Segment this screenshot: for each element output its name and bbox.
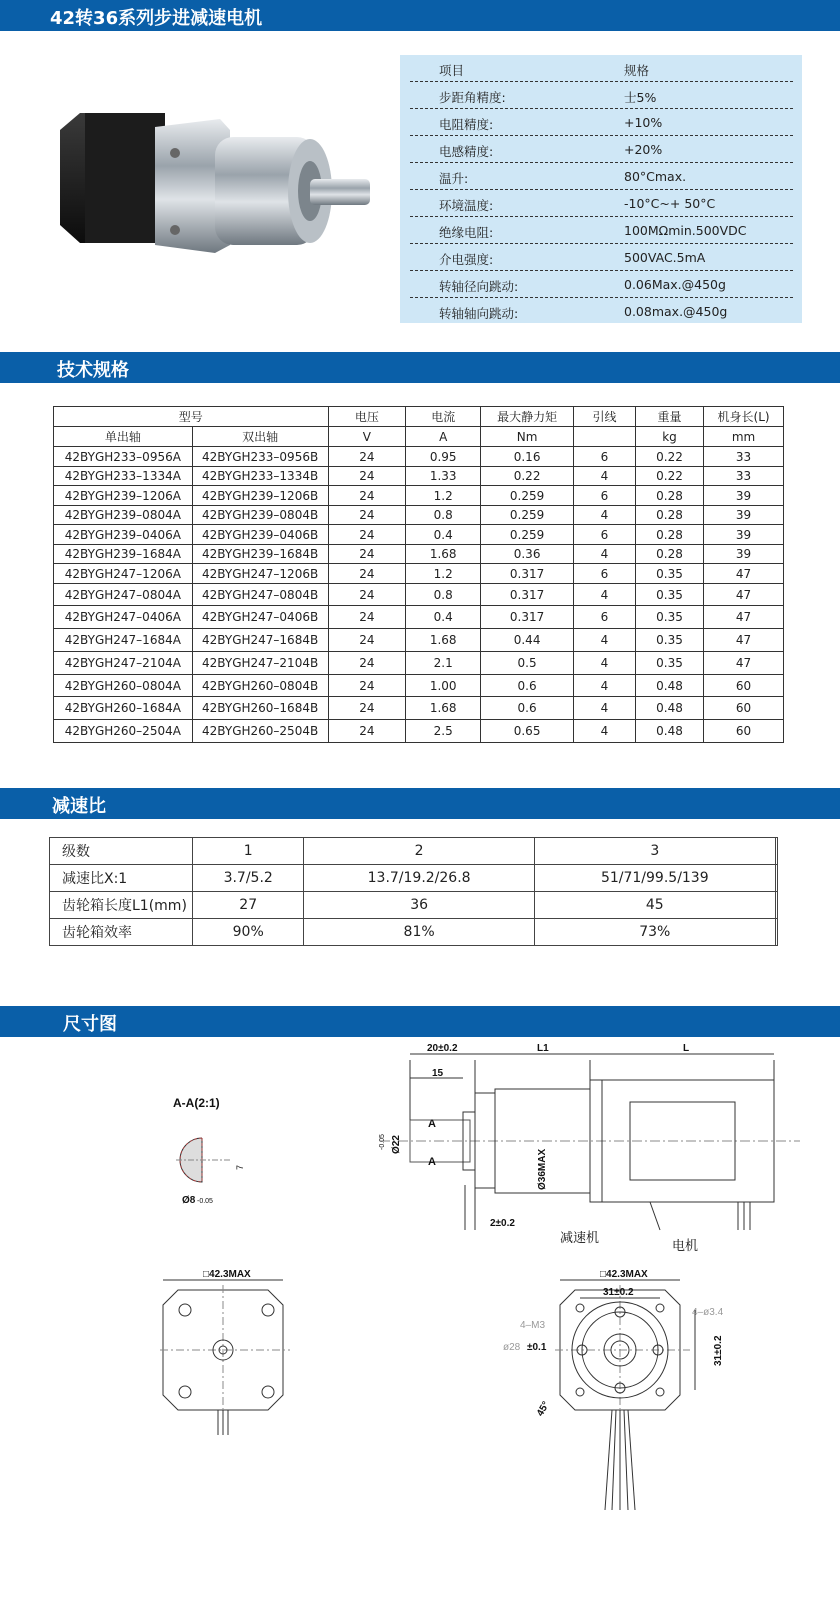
section-label: A-A(2:1) xyxy=(173,1096,220,1110)
table-cell: 42BYGH233–1334A xyxy=(54,467,193,486)
spec-key: 电阻精度: xyxy=(439,117,494,132)
table-cell: 42BYGH233–0956A xyxy=(54,447,193,467)
table-cell: 6 xyxy=(573,486,635,506)
table-cell: 2.5 xyxy=(406,720,481,743)
table-cell: 42BYGH260–0804A xyxy=(54,675,193,697)
section-title-tech: 技术规格 xyxy=(57,360,129,381)
ratio-cell: 36 xyxy=(304,892,534,919)
table-cell: 0.317 xyxy=(481,564,574,584)
table-row xyxy=(54,606,784,629)
spec-key: 绝缘电阻: xyxy=(439,225,494,240)
table-cell: 60 xyxy=(704,697,784,720)
table-cell: 24 xyxy=(328,525,406,545)
ratio-cell: 13.7/19.2/26.8 xyxy=(304,865,534,892)
table-cell: 24 xyxy=(328,606,406,629)
table-cell: 42BYGH247–0406A xyxy=(54,606,193,629)
th-leads: 引线 xyxy=(573,407,635,427)
table-cell: 0.16 xyxy=(481,447,574,467)
dim-31-h: 31±0.2 xyxy=(603,1287,634,1298)
dims-band xyxy=(0,1006,840,1037)
spec-table xyxy=(400,55,802,323)
ratio-cell: 27 xyxy=(193,892,304,919)
table-cell: 0.22 xyxy=(635,447,703,467)
spec-row xyxy=(410,82,793,109)
table-cell: 33 xyxy=(704,447,784,467)
table-cell: 39 xyxy=(704,545,784,564)
th-unit-leads xyxy=(573,427,635,447)
table-cell: 2.1 xyxy=(406,652,481,675)
table-cell: 33 xyxy=(704,467,784,486)
table-cell: 47 xyxy=(704,629,784,652)
spec-key: 步距角精度: xyxy=(439,90,506,105)
table-row xyxy=(54,652,784,675)
th-length: 机身长(L) xyxy=(704,407,784,427)
spec-key: 介电强度: xyxy=(439,252,494,267)
table-cell: 0.28 xyxy=(635,506,703,525)
ratio-table xyxy=(49,837,778,946)
table-cell: 39 xyxy=(704,506,784,525)
spec-key: 转轴轴向跳动: xyxy=(439,306,519,321)
table-cell: 4 xyxy=(573,720,635,743)
table-cell: 0.35 xyxy=(635,584,703,606)
table-row xyxy=(54,525,784,545)
table-cell: 47 xyxy=(704,584,784,606)
table-row xyxy=(54,629,784,652)
ratio-row xyxy=(50,865,778,892)
table-cell: 1.2 xyxy=(406,486,481,506)
dim-15: 15 xyxy=(432,1068,444,1079)
mark-a-bottom: A xyxy=(428,1156,436,1168)
dim-hole: 4–ø3.4 xyxy=(692,1307,724,1318)
table-cell: 0.4 xyxy=(406,606,481,629)
table-cell: 1.2 xyxy=(406,564,481,584)
ratio-cell: 齿轮箱长度L1(mm) xyxy=(50,892,193,919)
ratio-cell: 90% xyxy=(193,919,304,946)
table-cell: 0.259 xyxy=(481,506,574,525)
spec-row xyxy=(410,109,793,136)
spec-value: +20% xyxy=(624,142,663,157)
dim-36: Ø36MAX xyxy=(537,1148,548,1190)
ratio-cell: 3 xyxy=(534,838,775,865)
table-cell: 42BYGH239–1684A xyxy=(54,545,193,564)
dim-sq-left: □42.3MAX xyxy=(203,1269,251,1280)
table-cell: 42BYGH239–1684B xyxy=(192,545,328,564)
ratio-cell: 81% xyxy=(304,919,534,946)
spec-key: 转轴径向跳动: xyxy=(439,279,519,294)
ratio-cell: 3.7/5.2 xyxy=(193,865,304,892)
table-cell: 0.8 xyxy=(406,506,481,525)
dimension-drawing xyxy=(0,1040,840,1612)
table-cell: 42BYGH247–0804B xyxy=(192,584,328,606)
dim-d8-tol: -0.05 xyxy=(197,1198,213,1205)
title-band xyxy=(0,0,840,31)
th-unit-nm: Nm xyxy=(481,427,574,447)
ratio-cell: 73% xyxy=(534,919,775,946)
ratio-cell: 51/71/99.5/139 xyxy=(534,865,775,892)
table-cell: 0.5 xyxy=(481,652,574,675)
table-cell: 24 xyxy=(328,675,406,697)
table-cell: 42BYGH239–0406B xyxy=(192,525,328,545)
ratio-cell: 减速比X:1 xyxy=(50,865,193,892)
table-cell: 24 xyxy=(328,467,406,486)
spec-row xyxy=(410,136,793,163)
table-cell: 0.4 xyxy=(406,525,481,545)
dim-d22-tol: -0.05 xyxy=(379,1134,386,1150)
table-cell: 6 xyxy=(573,606,635,629)
table-cell: 24 xyxy=(328,697,406,720)
ratio-band xyxy=(0,788,840,819)
table-cell: 0.95 xyxy=(406,447,481,467)
dim-20: 20±0.2 xyxy=(427,1043,458,1054)
table-cell: 4 xyxy=(573,675,635,697)
table-cell: 42BYGH239–0406A xyxy=(54,525,193,545)
ratio-row xyxy=(50,892,778,919)
th-model: 型号 xyxy=(54,407,329,427)
spec-value: 0.06Max.@450g xyxy=(624,277,726,292)
spec-value: 100MΩmin.500VDC xyxy=(624,223,747,238)
spec-row xyxy=(410,244,793,271)
table-cell: 4 xyxy=(573,652,635,675)
table-row xyxy=(54,675,784,697)
table-cell: 42BYGH260–2504B xyxy=(192,720,328,743)
table-cell: 0.65 xyxy=(481,720,574,743)
table-cell: 24 xyxy=(328,506,406,525)
th-unit-v: V xyxy=(328,427,406,447)
page-title: 42转36系列步进减速电机 xyxy=(50,8,263,29)
table-cell: 42BYGH239–1206A xyxy=(54,486,193,506)
spec-value: 80°Cmax. xyxy=(624,169,687,184)
table-cell: 4 xyxy=(573,629,635,652)
section-title-ratio: 减速比 xyxy=(52,796,106,817)
table-cell: 42BYGH247–1206B xyxy=(192,564,328,584)
table-cell: 24 xyxy=(328,447,406,467)
table-row xyxy=(54,486,784,506)
table-cell: 4 xyxy=(573,545,635,564)
table-row xyxy=(54,506,784,525)
table-cell: 47 xyxy=(704,606,784,629)
table-cell: 0.35 xyxy=(635,606,703,629)
table-cell: 4 xyxy=(573,467,635,486)
table-cell: 60 xyxy=(704,720,784,743)
table-cell: 42BYGH233–1334B xyxy=(192,467,328,486)
table-cell: 39 xyxy=(704,525,784,545)
table-cell: 24 xyxy=(328,584,406,606)
table-cell: 6 xyxy=(573,525,635,545)
table-cell: 42BYGH260–1684A xyxy=(54,697,193,720)
table-cell: 0.8 xyxy=(406,584,481,606)
table-cell: 0.6 xyxy=(481,675,574,697)
table-cell: 24 xyxy=(328,652,406,675)
ratio-cell: 齿轮箱效率 xyxy=(50,919,193,946)
spec-key: 电感精度: xyxy=(439,144,494,159)
table-cell: 42BYGH247–1684A xyxy=(54,629,193,652)
ratio-cell: 级数 xyxy=(50,838,193,865)
spec-value: 0.08max.@450g xyxy=(624,304,728,319)
table-cell: 42BYGH239–1206B xyxy=(192,486,328,506)
table-cell: 0.35 xyxy=(635,564,703,584)
table-cell: 42BYGH233–0956B xyxy=(192,447,328,467)
table-cell: 0.48 xyxy=(635,720,703,743)
table-cell: 42BYGH247–2104B xyxy=(192,652,328,675)
table-cell: 0.317 xyxy=(481,606,574,629)
table-cell: 0.259 xyxy=(481,525,574,545)
table-cell: 1.68 xyxy=(406,545,481,564)
table-cell: 4 xyxy=(573,697,635,720)
table-cell: 42BYGH247–2104A xyxy=(54,652,193,675)
table-cell: 4 xyxy=(573,584,635,606)
spec-row xyxy=(410,163,793,190)
table-cell: 24 xyxy=(328,486,406,506)
th-torque: 最大静力矩 xyxy=(481,407,574,427)
spec-row xyxy=(410,271,793,298)
dim-d28: ø28 xyxy=(503,1342,521,1353)
table-row xyxy=(54,584,784,606)
table-cell: 0.35 xyxy=(635,652,703,675)
mark-a-top: A xyxy=(428,1118,436,1130)
table-cell: 42BYGH260–1684B xyxy=(192,697,328,720)
dim-31-v: 31±0.2 xyxy=(713,1335,724,1366)
ratio-cell xyxy=(775,838,777,865)
table-cell: 1.68 xyxy=(406,697,481,720)
table-cell: 42BYGH239–0804B xyxy=(192,506,328,525)
ratio-cell xyxy=(775,865,777,892)
ratio-cell: 45 xyxy=(534,892,775,919)
th-single: 单出轴 xyxy=(54,427,193,447)
table-row xyxy=(54,564,784,584)
table-cell: 47 xyxy=(704,652,784,675)
table-cell: 60 xyxy=(704,675,784,697)
motor-photo xyxy=(55,105,380,265)
table-cell: 42BYGH239–0804A xyxy=(54,506,193,525)
table-cell: 24 xyxy=(328,564,406,584)
dim-2: 2±0.2 xyxy=(490,1218,515,1229)
table-cell: 0.28 xyxy=(635,545,703,564)
table-cell: 1.68 xyxy=(406,629,481,652)
label-gearbox: 减速机 xyxy=(560,1230,600,1245)
table-row xyxy=(54,467,784,486)
table-cell: 0.259 xyxy=(481,486,574,506)
dim-d22: Ø22 xyxy=(391,1135,402,1154)
spec-value: +10% xyxy=(624,115,663,130)
th-unit-a: A xyxy=(406,427,481,447)
table-cell: 0.22 xyxy=(481,467,574,486)
table-cell: 0.317 xyxy=(481,584,574,606)
table-cell: 0.36 xyxy=(481,545,574,564)
ratio-cell xyxy=(775,919,777,946)
spec-head-item: 项目 xyxy=(439,63,465,78)
dim-7: 7 xyxy=(235,1164,245,1170)
th-unit-mm: mm xyxy=(704,427,784,447)
spec-head-spec: 规格 xyxy=(624,63,650,78)
table-row xyxy=(54,447,784,467)
table-row xyxy=(54,545,784,564)
dim-l1: L1 xyxy=(537,1043,549,1054)
table-row xyxy=(54,720,784,743)
dim-d8: Ø8 xyxy=(182,1195,196,1206)
table-cell: 24 xyxy=(328,545,406,564)
section-title-dims: 尺寸图 xyxy=(63,1014,117,1035)
table-cell: 6 xyxy=(573,447,635,467)
ratio-cell xyxy=(775,892,777,919)
table-cell: 0.6 xyxy=(481,697,574,720)
ratio-cell: 1 xyxy=(193,838,304,865)
table-cell: 0.44 xyxy=(481,629,574,652)
th-current: 电流 xyxy=(406,407,481,427)
table-cell: 42BYGH247–1684B xyxy=(192,629,328,652)
table-cell: 1.33 xyxy=(406,467,481,486)
th-double: 双出轴 xyxy=(192,427,328,447)
dim-45: 45° xyxy=(534,1399,552,1419)
spec-value: 士5% xyxy=(624,90,657,105)
spec-row xyxy=(410,298,793,324)
table-header-row xyxy=(54,427,784,447)
spec-value: 500VAC.5mA xyxy=(624,250,706,265)
table-cell: 42BYGH247–0406B xyxy=(192,606,328,629)
ratio-row xyxy=(50,919,778,946)
spec-header xyxy=(410,55,793,82)
table-cell: 0.28 xyxy=(635,486,703,506)
table-cell: 0.22 xyxy=(635,467,703,486)
spec-key: 环境温度: xyxy=(439,198,494,213)
table-row xyxy=(54,697,784,720)
ratio-cell: 2 xyxy=(304,838,534,865)
ratio-row xyxy=(50,838,778,865)
dim-m3: 4–M3 xyxy=(520,1320,546,1331)
spec-row xyxy=(410,217,793,244)
label-motor: 电机 xyxy=(672,1238,699,1253)
table-cell: 0.35 xyxy=(635,629,703,652)
table-cell: 42BYGH247–0804A xyxy=(54,584,193,606)
table-cell: 42BYGH247–1206A xyxy=(54,564,193,584)
table-cell: 0.48 xyxy=(635,675,703,697)
dim-d28-tol: ±0.1 xyxy=(527,1342,547,1353)
table-cell: 6 xyxy=(573,564,635,584)
spec-row xyxy=(410,190,793,217)
th-unit-kg: kg xyxy=(635,427,703,447)
table-cell: 39 xyxy=(704,486,784,506)
shaft-section xyxy=(176,1138,230,1182)
dim-sq-right: □42.3MAX xyxy=(600,1269,648,1280)
table-cell: 4 xyxy=(573,506,635,525)
th-voltage: 电压 xyxy=(328,407,406,427)
table-cell: 24 xyxy=(328,629,406,652)
table-cell: 0.48 xyxy=(635,697,703,720)
spec-value: -10°C~+ 50°C xyxy=(624,196,716,211)
table-cell: 42BYGH260–2504A xyxy=(54,720,193,743)
th-weight: 重量 xyxy=(635,407,703,427)
table-header-row xyxy=(54,407,784,427)
table-cell: 47 xyxy=(704,564,784,584)
tech-table xyxy=(53,406,784,743)
spec-key: 温升: xyxy=(439,171,469,186)
table-cell: 42BYGH260–0804B xyxy=(192,675,328,697)
dim-l: L xyxy=(683,1043,690,1054)
table-cell: 0.28 xyxy=(635,525,703,545)
table-cell: 1.00 xyxy=(406,675,481,697)
tech-band xyxy=(0,352,840,383)
table-cell: 24 xyxy=(328,720,406,743)
